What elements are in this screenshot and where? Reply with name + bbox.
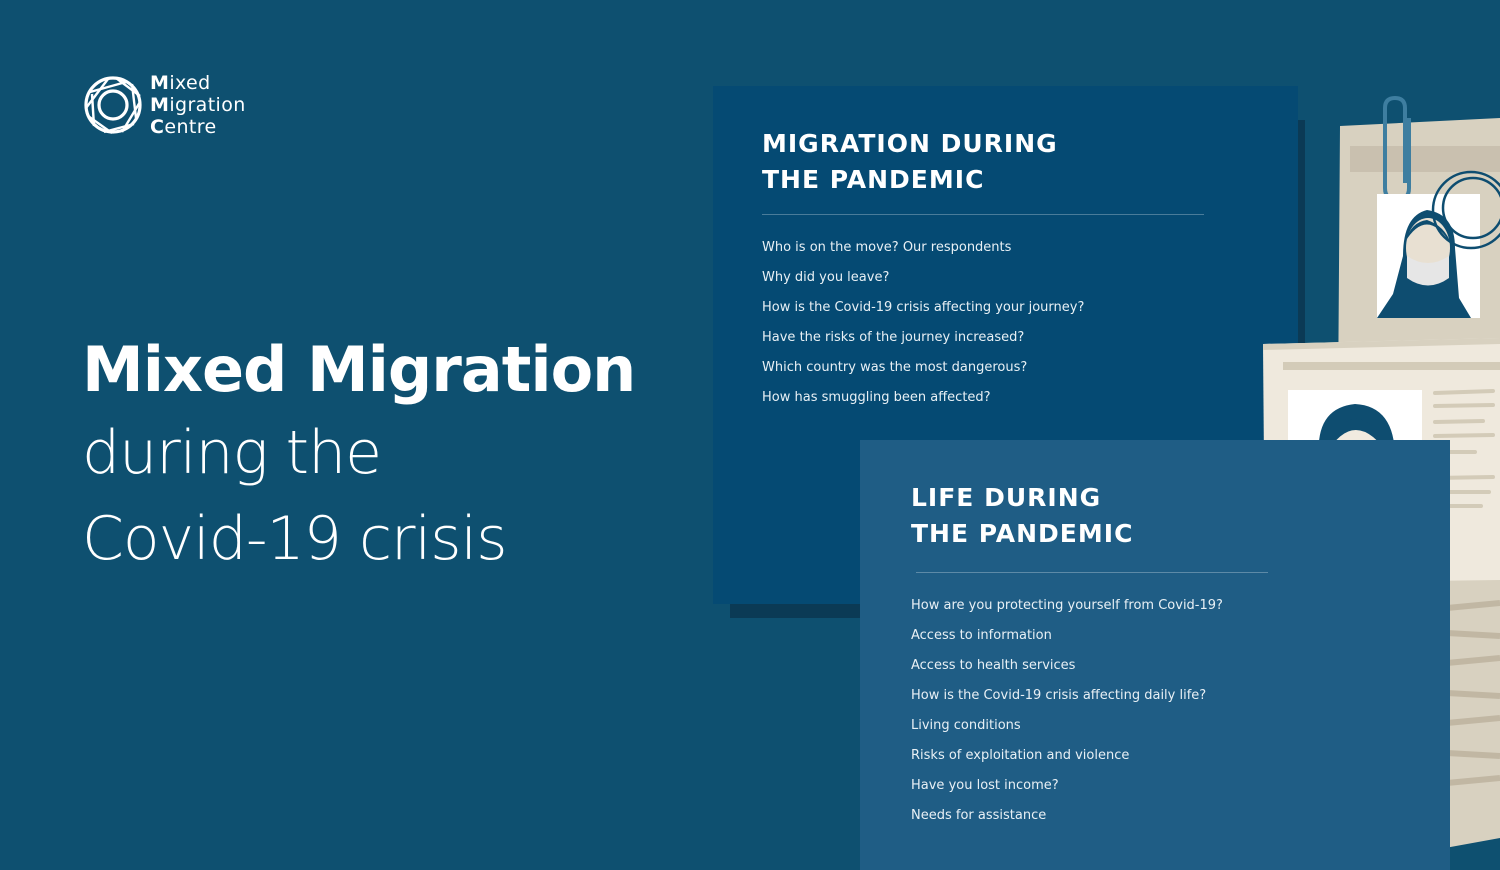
hero-title-line-1: Mixed Migration (82, 333, 636, 406)
life-section-title: LIFE DURING THE PANDEMIC (911, 483, 1134, 548)
logo-wordmark (150, 72, 246, 138)
link-smuggling-affected[interactable]: How has smuggling been affected? (762, 390, 991, 405)
hero-title-line-3: Covid-19 crisis (82, 504, 507, 574)
link-exploitation-violence[interactable]: Risks of exploitation and violence (911, 748, 1130, 763)
migration-section-links (762, 233, 1084, 413)
link-access-to-health-services[interactable]: Access to health services (911, 658, 1076, 673)
link-most-dangerous-country[interactable]: Which country was the most dangerous? (762, 360, 1028, 375)
migration-section-title: MIGRATION DURING THE PANDEMIC (762, 129, 1058, 194)
logo-line-mixed: Mixed (150, 72, 211, 94)
link-who-is-on-the-move[interactable]: Who is on the move? Our respondents (762, 240, 1012, 255)
logo-line-centre: Centre (150, 116, 217, 138)
life-card (860, 440, 1450, 870)
link-needs-for-assistance[interactable]: Needs for assistance (911, 808, 1047, 823)
section-divider (916, 572, 1268, 573)
link-protecting-from-covid[interactable]: How are you protecting yourself from Covid-19? (911, 598, 1223, 613)
hero-title (82, 330, 642, 582)
link-access-to-information[interactable]: Access to information (911, 628, 1052, 643)
link-living-conditions[interactable]: Living conditions (911, 718, 1021, 733)
mmc-globe-logo-icon (82, 74, 144, 136)
hero-title-line-2: during the (82, 418, 382, 488)
link-journey-risks[interactable]: Have the risks of the journey increased? (762, 330, 1025, 345)
link-covid-affecting-daily-life[interactable]: How is the Covid-19 crisis affecting daily life? (911, 688, 1207, 703)
link-covid-affecting-journey[interactable]: How is the Covid-19 crisis affecting your journey? (762, 300, 1085, 315)
mmc-logo[interactable] (82, 72, 246, 138)
logo-line-migration: Migration (150, 94, 246, 116)
link-why-did-you-leave[interactable]: Why did you leave? (762, 270, 890, 285)
life-section-links (911, 591, 1223, 831)
section-divider (762, 214, 1204, 215)
link-lost-income[interactable]: Have you lost income? (911, 778, 1059, 793)
